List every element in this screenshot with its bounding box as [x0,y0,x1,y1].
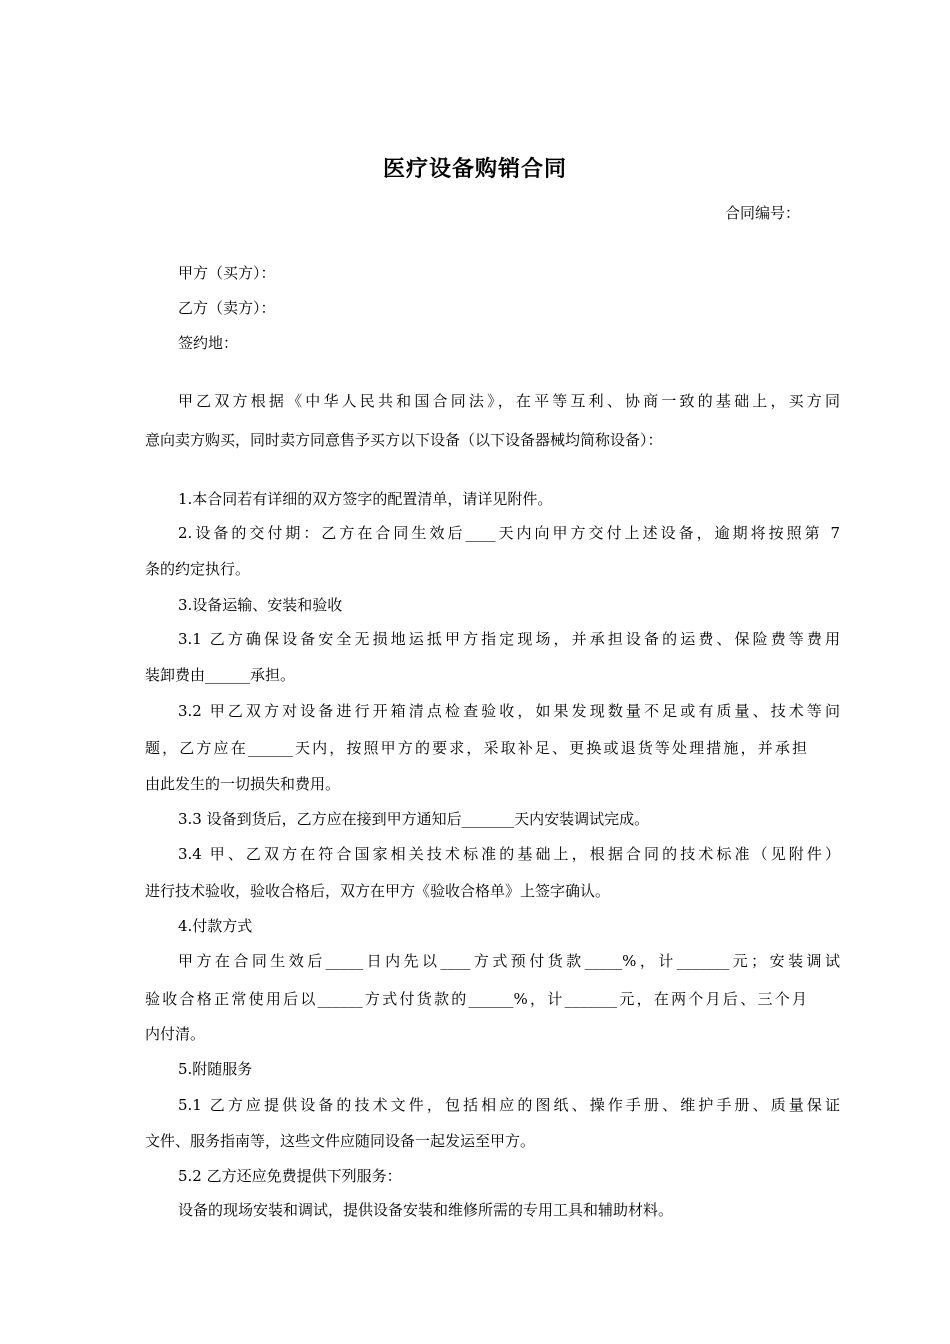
clause-4-line: 内付清。 [145,1025,206,1043]
clause-5-heading: 5.附随服务 [178,1060,253,1078]
clause-2-line: 条的约定执行。 [145,560,251,578]
clause-3-3: 3.3 设备到货后，乙方应在接到甲方通知后_______天内安装调试完成。 [178,810,650,828]
party-a-label: 甲方（买方）： [178,264,276,282]
clause-3-2-line: 由此发生的一切损失和费用。 [145,775,341,793]
clause-2-line: 2.设备的交付期：乙方在合同生效后____天内向甲方交付上述设备，逾期将按照第 7 [178,524,840,542]
clause-3-4-line: 3.4 甲、乙双方在符合国家相关技术标准的基础上，根据合同的技术标准（见附件） [178,845,840,863]
clause-4-line: 甲方在合同生效后_____日内先以____方式预付货款_____%，计_______元；安装调试 [178,952,840,970]
clause-5-1-line: 文件、服务指南等，这些文件应随同设备一起发运至甲方。 [145,1132,536,1150]
clause-3-1-line: 装卸费由______承担。 [145,666,296,684]
clause-3-heading: 3.设备运输、安装和验收 [178,596,343,614]
signing-place-label: 签约地： [178,334,239,352]
clause-3-4-line: 进行技术验收，验收合格后，双方在甲方《验收合格单》上签字确认。 [145,882,611,900]
preamble-line: 意向卖方购买，同时卖方同意售予买方以下设备（以下设备器械均简称设备）： [145,431,663,449]
contract-number-label: 合同编号： [724,204,800,222]
clause-5-2: 5.2 乙方还应免费提供下列服务： [178,1167,402,1185]
clause-3-1-line: 3.1 乙方确保设备安全无损地运抵甲方指定现场，并承担设备的运费、保险费等费用 [178,630,840,648]
clause-4-line: 验收合格正常使用后以______方式付货款的______%，计_______元，在两个月后、三个月 [145,990,807,1008]
document-title: 医疗设备购销合同 [382,157,567,182]
party-b-label: 乙方（卖方）： [178,299,276,317]
clause-5-1-line: 5.1 乙方应提供设备的技术文件，包括相应的图纸、操作手册、维护手册、质量保证 [178,1096,840,1114]
clause-1: 1.本合同若有详细的双方签字的配置清单，请详见附件。 [178,490,553,508]
preamble-line: 甲乙双方根据《中华人民共和国合同法》，在平等互利、协商一致的基础上，买方同 [178,392,840,410]
clause-5-2-line: 设备的现场安装和调试，提供设备安装和维修所需的专用工具和辅助材料。 [178,1201,674,1219]
clause-3-2-line: 题，乙方应在______天内，按照甲方的要求，采取补足、更换或退货等处理措施，并承担 [145,739,807,757]
clause-3-2-line: 3.2 甲乙双方对设备进行开箱清点检查验收，如果发现数量不足或有质量、技术等问 [178,702,840,720]
clause-4-heading: 4.付款方式 [178,917,253,935]
